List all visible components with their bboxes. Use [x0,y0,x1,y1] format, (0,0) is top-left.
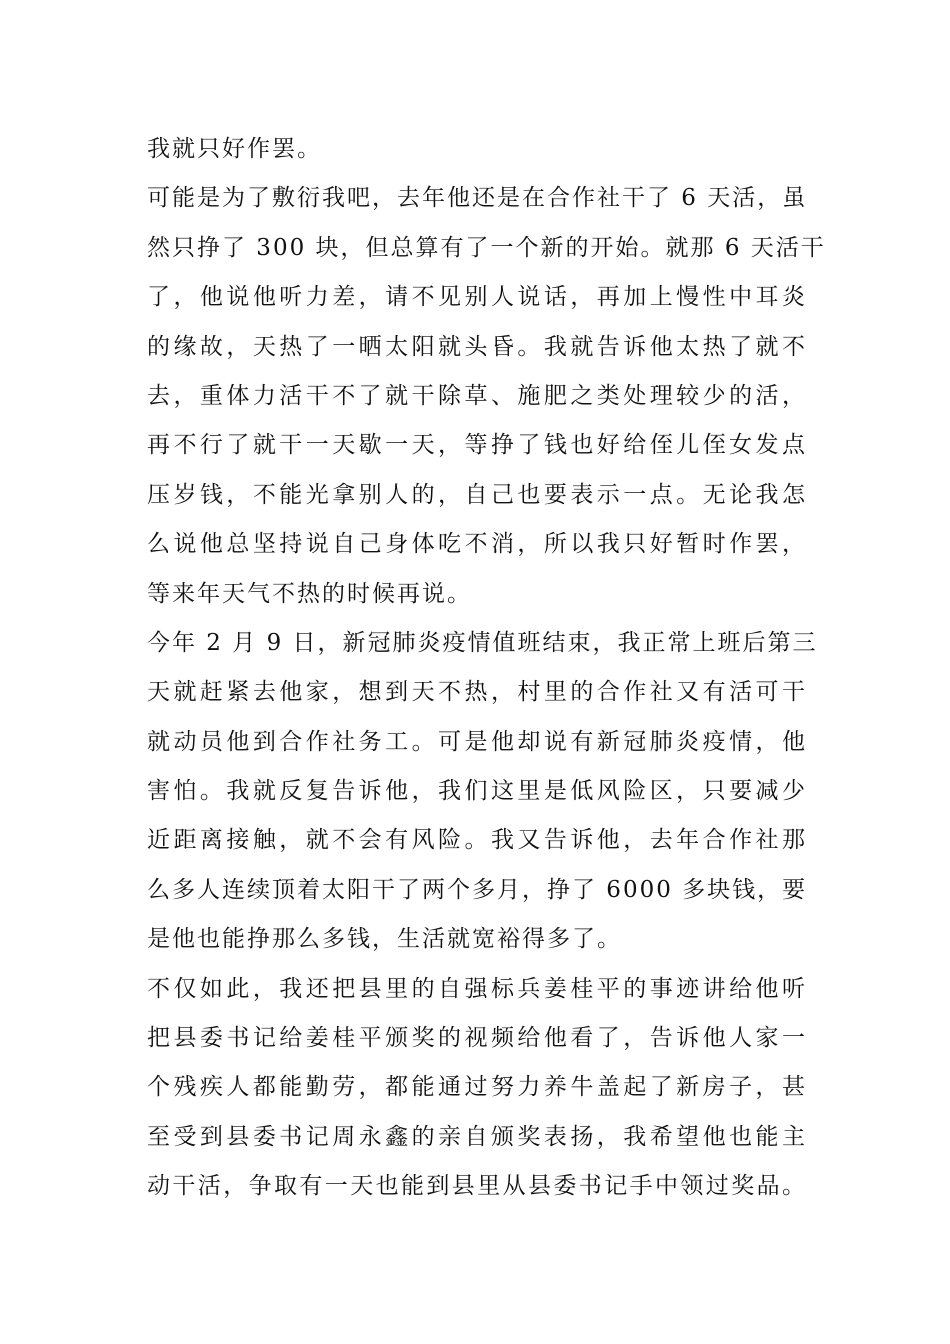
text-line: 不仅如此，我还把县里的自强标兵姜桂平的事迹讲给他听 [147,975,807,1002]
text-line: 压岁钱，不能光拿别人的，自己也要表示一点。无论我怎 [147,481,807,508]
text-line: 今年 2 月 9 日，新冠肺炎疫情值班结束，我正常上班后第三 [147,629,818,656]
text-line: 至受到县委书记周永鑫的亲自颁奖表扬，我希望他也能主 [147,1123,807,1150]
text-line: 个残疾人都能勤劳，都能通过努力养牛盖起了新房子，甚 [147,1074,807,1101]
text-line: 再不行了就干一天歇一天，等挣了钱也好给侄儿侄女发点 [147,432,807,459]
text-line: 了，他说他听力差，请不见别人说话，再加上慢性中耳炎 [147,284,807,311]
text-line: 可能是为了敷衍我吧，去年他还是在合作社干了 6 天活，虽 [147,185,808,212]
text-line: 近距离接触，就不会有风险。我又告诉他，去年合作社那 [147,827,807,854]
text-line: 害怕。我就反复告诉他，我们这里是低风险区，只要减少 [147,778,807,805]
text-line: 是他也能挣那么多钱，生活就宽裕得多了。 [147,926,622,953]
text-line: 等来年天气不热的时候再说。 [147,580,472,607]
text-line: 我就只好作罢。 [147,136,322,162]
text-line: 么说他总坚持说自己身体吃不消，所以我只好暂时作罢， [147,531,807,558]
text-line: 去，重体力活干不了就干除草、施肥之类处理较少的活， [147,382,807,409]
text-line: 动干活，争取有一天也能到县里从县委书记手中领过奖品。 [147,1173,807,1200]
text-line: 天就赶紧去他家，想到天不热，村里的合作社又有活可干 [147,679,807,706]
body-text [147,125,826,1212]
text-line: 然只挣了 300 块，但总算有了一个新的开始。就那 6 天活干 [147,234,826,261]
text-line: 把县委书记给姜桂平颁奖的视频给他看了，告诉他人家一 [147,1025,807,1052]
text-line: 么多人连续顶着太阳干了两个多月，挣了 6000 多块钱，要 [147,876,808,903]
text-line: 就动员他到合作社务工。可是他却说有新冠肺炎疫情，他 [147,728,807,755]
text-line: 的缘故，天热了一晒太阳就头昏。我就告诉他太热了就不 [147,333,807,360]
